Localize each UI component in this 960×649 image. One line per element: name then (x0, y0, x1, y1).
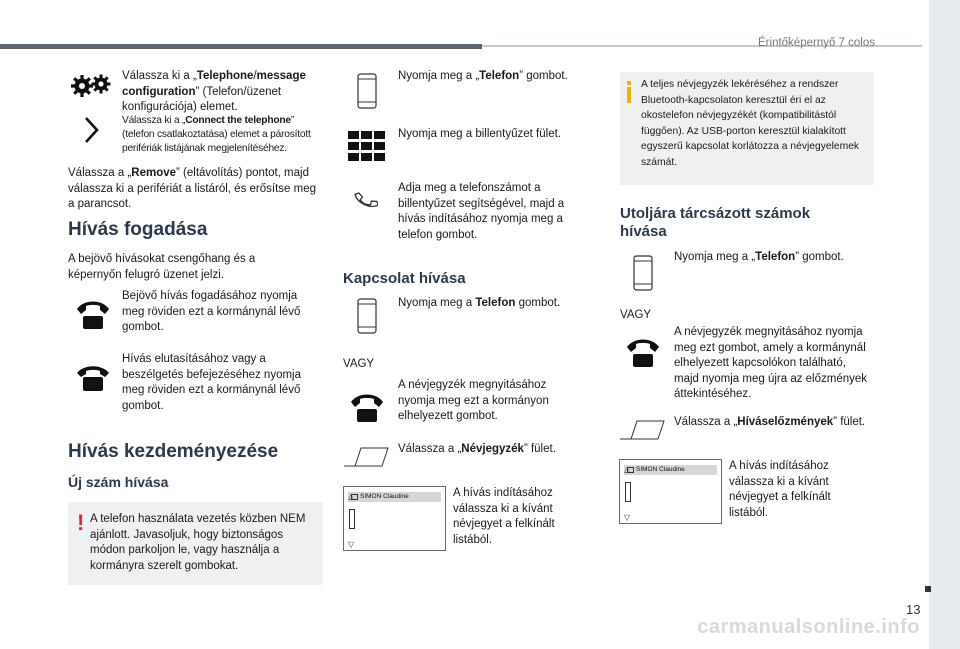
side-band (929, 0, 960, 649)
warning-text: A telefon használata vezetés közben NEM ajánlott. Javasoljuk, hogy biztonságos módon parkoljon le, vagy használja a kormányra szerelt gombokat. (90, 513, 306, 572)
page-marker (925, 586, 931, 592)
phone-steering-icon (348, 389, 386, 425)
tab-icon (343, 446, 389, 468)
contact-list-row: SIMON Claudine (348, 492, 441, 502)
c3-select-contact: A hívás indításához válassza ki a kívánt névjegyet a felkínált listából. (729, 460, 831, 519)
answer-reject-text: Hívás elutasításához vagy a beszélgetés befejezéséhez nyomja meg röviden ezt a kormánynál lévő gombot. (122, 353, 302, 412)
c2-press-phone: Nyomja meg a „Telefon” gombot. (398, 70, 568, 82)
recent-calls-row: SIMON Claudine (624, 465, 717, 475)
recent-calls-screen (619, 459, 722, 524)
phone-accept-icon (74, 296, 112, 332)
scroll-up-arrow: △ (348, 492, 355, 501)
phone-reject-icon (74, 363, 112, 393)
c3-select-tab: Válassza a „Híváselőzmények” fület. (674, 416, 866, 428)
info-box (620, 72, 874, 185)
warning-box (68, 502, 323, 585)
answer-accept-text: Bejövő hívás fogadásához nyomja meg röviden ezt a kormánynál lévő gombot. (122, 290, 301, 333)
smartphone-icon (632, 255, 654, 291)
header-rule-dark (0, 44, 482, 49)
chevron-right-icon (82, 115, 100, 145)
page-header-title: Érintőképernyő 7 colos (758, 37, 875, 49)
handset-outline-icon (354, 188, 378, 214)
c2-select-contact: A hívás indításához válassza ki a kívánt névjegyet a felkínált listából. (453, 487, 555, 546)
c2-open-contacts: A névjegyzék megnyitásához nyomja meg ezt a kormányon elhelyezett gombot. (398, 379, 549, 422)
page-number: 13 (906, 602, 921, 617)
scroll-rail (349, 509, 355, 529)
step-telephone-config: Válassza ki a „Telephone/message configuration” (Telefon/üzenet konfigurációja) elemet. (122, 70, 306, 113)
warning-icon: ! (77, 510, 85, 535)
c3-open-contacts: A névjegyzék megnyitásához nyomja meg ezt gombot, amely a kormánynál elhelyezett kapcsolókon található, majd nyomja meg újra az előzmények áttekintéséhez. (674, 326, 868, 400)
smartphone-icon (356, 73, 378, 109)
scroll-down-arrow: ▽ (348, 540, 355, 549)
heading-answer-call: Hívás fogadása (68, 219, 208, 240)
heading-call-contact: Kapcsolat hívása (343, 270, 466, 287)
heading-make-call: Hívás kezdeményezése (68, 441, 279, 462)
scroll-up-arrow: △ (624, 465, 631, 474)
c2-press-keypad: Nyomja meg a billentyűzet fület. (398, 128, 561, 140)
tab-icon (619, 419, 665, 441)
c2-press-phone2: Nyomja meg a Telefon gombot. (398, 297, 561, 309)
contact-list-screen (343, 486, 446, 551)
step-connect-telephone: Válassza ki a „Connect the telephone” (telefon csatlakoztatása) elemet a párosított perifériák listájának megjelenítéséhez. (122, 115, 311, 154)
c2-dial-number: Adja meg a telefonszámot a billentyűzet segítségével, majd a hívás indításához nyomja meg a telefon gombot. (398, 182, 565, 241)
scroll-down-arrow: ▽ (624, 513, 631, 522)
info-text: A teljes névjegyzék lekéréséhez a rendszer Bluetooth-kapcsolaton keresztül éri el az okostelefon névjegyzékét (kompatibilitástól függően). Az USB-porton keresztül kialakított egyszerű kapcsolat korlátozza a névjegyelemek számát. (641, 79, 860, 168)
c3-press-phone: Nyomja meg a „Telefon” gombot. (674, 251, 844, 263)
c2-or: VAGY (343, 358, 375, 370)
heading-recent-calls: Utoljára tárcsázott számok hívása (620, 205, 811, 240)
gears-icon (70, 72, 114, 100)
scroll-rail (625, 482, 631, 502)
watermark: carmanualsonline.info (697, 616, 920, 638)
smartphone-icon (356, 298, 378, 334)
heading-new-number: Új szám hívása (68, 474, 169, 490)
c2-select-tab: Válassza a „Névjegyzék” fület. (398, 443, 556, 455)
phone-steering-icon (624, 334, 662, 370)
c3-or: VAGY (620, 309, 652, 321)
answer-intro: A bejövő hívásokat csengőhang és a képernyőn felugró üzenet jelzi. (68, 253, 256, 281)
info-icon (627, 87, 631, 103)
keypad-icon (348, 131, 386, 161)
step-remove: Válassza a „Remove” (eltávolítás) pontot, majd válassza ki a perifériát a listáról, és erősítse meg a parancsot. (68, 167, 316, 210)
